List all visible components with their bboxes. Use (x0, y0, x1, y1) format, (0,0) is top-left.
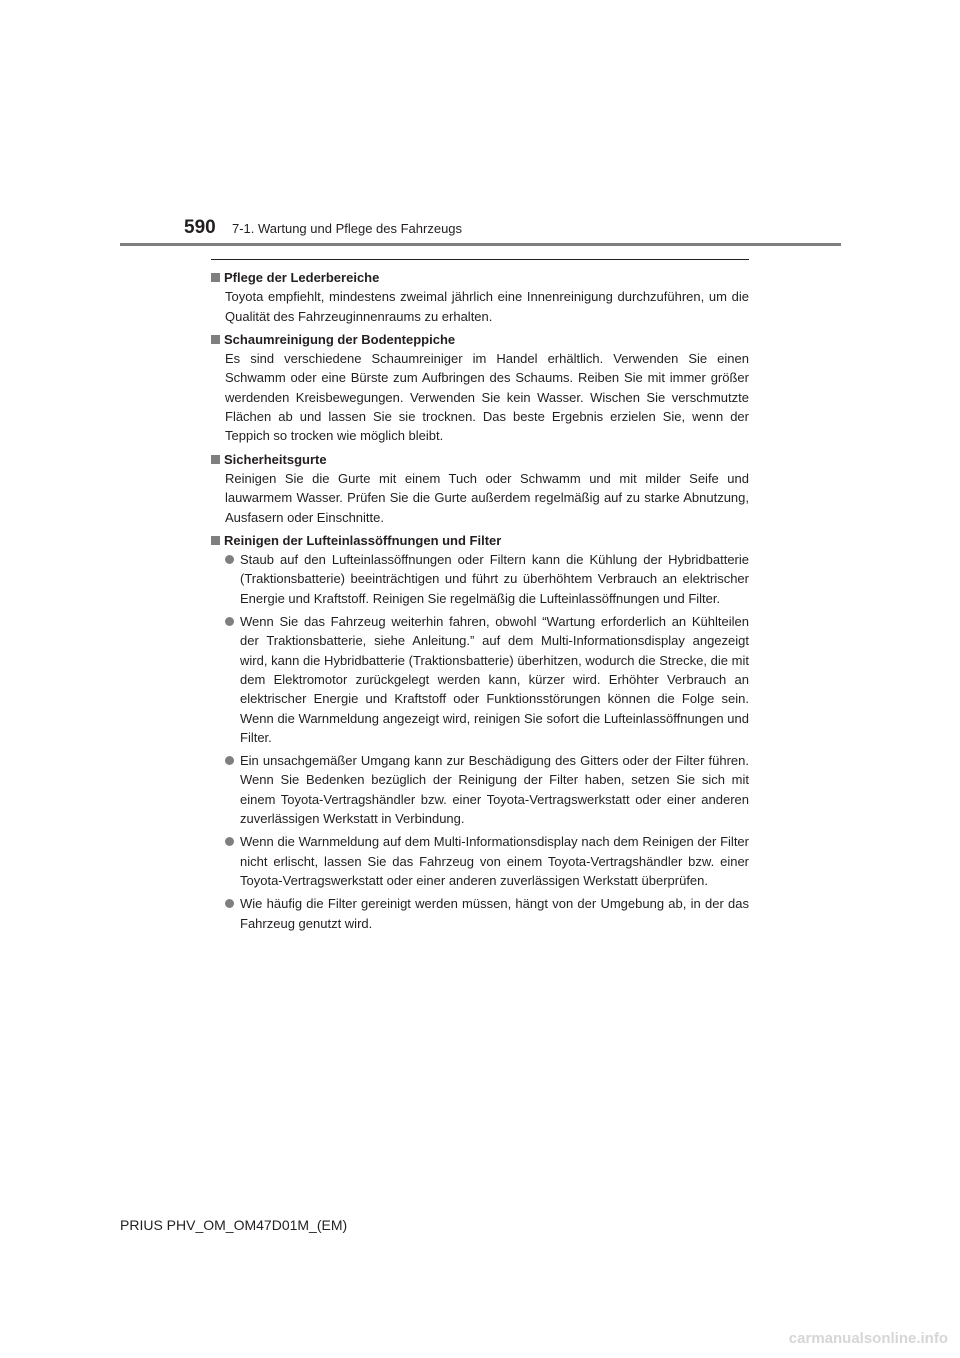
page-number: 590 (184, 217, 216, 238)
section-air-intake-filters (211, 531, 749, 933)
circle-bullet-icon (225, 756, 234, 765)
section-text: Reinigen Sie die Gurte mit einem Tuch oder Schwamm und mit milder Seife und lauwarmem Wasser. Prüfen Sie die Gurte außerdem regelmäßig auf zu starke Abnutzung, Ausfasern oder Einschnitte. (225, 470, 749, 525)
section-heading (211, 268, 749, 287)
list-item-text: Wenn die Warnmeldung auf dem Multi-Informationsdisplay nach dem Reinigen der Filter nicht erlischt, lassen Sie das Fahrzeug von einem Toyota-Vertragshändler bzw. einer Toyota-Vertragswerkstatt oder einer anderen zuverlässigen Werkstatt überprüfen. (240, 834, 749, 888)
circle-bullet-icon (225, 555, 234, 564)
list-item-text: Ein unsachgemäßer Umgang kann zur Beschädigung des Gitters oder der Filter führen. Wenn Sie Bedenken bezüglich der Reinigung der Filter haben, setzen Sie sich mit einem Toyota-Vertragshändler bzw. einer Toyota-Vertragswerkstatt oder einer anderen zuverlässigen Werkstatt in Verbindung. (240, 753, 749, 827)
list-item (225, 751, 749, 828)
section-heading-text: Pflege der Lederbereiche (224, 270, 380, 285)
section-heading (211, 531, 749, 550)
list-item-text: Wie häufig die Filter gereinigt werden müssen, hängt von der Umgebung ab, in der das Fahrzeug genutzt wird. (240, 896, 749, 931)
section-heading-text: Sicherheitsgurte (224, 451, 327, 467)
list-item (225, 832, 749, 890)
circle-bullet-icon (225, 837, 234, 846)
section-text: Toyota empfiehlt, mindestens zweimal jährlich eine Innenreinigung durchzuführen, um die Qualität des Fahrzeuginnenraums zu erhalten. (225, 289, 749, 324)
square-bullet-icon (211, 536, 220, 545)
circle-bullet-icon (225, 617, 234, 626)
section-carpet-foam-cleaning (211, 330, 749, 446)
section-heading-text: Reinigen der Lufteinlassöffnungen und Filter (224, 532, 502, 548)
section-heading-text: Schaumreinigung der Bodenteppiche (224, 331, 456, 347)
header-rule (120, 243, 841, 246)
circle-bullet-icon (225, 899, 234, 908)
square-bullet-icon (211, 273, 220, 282)
footer-document-code: PRIUS PHV_OM_OM47D01M_(EM) (120, 1217, 348, 1233)
list-item (225, 894, 749, 933)
watermark: carmanualsonline.info (788, 1330, 948, 1347)
content-body (211, 268, 749, 937)
list-item-text: Staub auf den Lufteinlassöffnungen oder Filtern kann die Kühlung der Hybridbatterie (Traktionsbatterie) beeinträchtigen und führt zu überhöhtem Verbrauch an elektrischer Energie und Kraftstoff. Reinigen Sie regelmäßig die Lufteinlassöffnungen und Filter. (240, 552, 749, 606)
section-heading (211, 330, 749, 349)
list-item (225, 612, 749, 747)
list-item-text: Wenn Sie das Fahrzeug weiterhin fahren, obwohl “Wartung erforderlich an Kühlteilen der Traktionsbatterie, siehe Anleitung.” auf dem Multi-Informationsdisplay angezeigt wird, kann die Hybridbatterie (Traktionsbatterie) überhitzen, wodurch die Strecke, die mit dem Elektromotor zurückgelegt werden kann, kürzer wird. Erhöhter Verbrauch an elektrischer Energie und Kraftstoff oder Funktionsstörungen können die Folge sein. Wenn die Warnmeldung angezeigt wird, reinigen Sie sofort die Lufteinlassöffnungen und Filter. (240, 614, 749, 745)
section-leather-care (211, 268, 749, 326)
section-text: Es sind verschiedene Schaumreiniger im Handel erhältlich. Verwenden Sie einen Schwamm oder eine Bürste zum Aufbringen des Schaums. Reiben Sie mit immer größer werdenden Kreisbewegungen. Verwenden Sie kein Wasser. Wischen Sie verschmutzte Flächen ab und lassen Sie sie trocknen. Das beste Ergebnis erzielen Sie, wenn der Teppich so trocken wie möglich bleibt. (225, 351, 749, 444)
section-title: 7-1. Wartung und Pflege des Fahrzeugs (232, 221, 463, 236)
section-seat-belts (211, 450, 749, 527)
section-heading (211, 450, 749, 469)
list-item (225, 550, 749, 608)
square-bullet-icon (211, 455, 220, 464)
square-bullet-icon (211, 335, 220, 344)
content-rule (211, 259, 749, 260)
